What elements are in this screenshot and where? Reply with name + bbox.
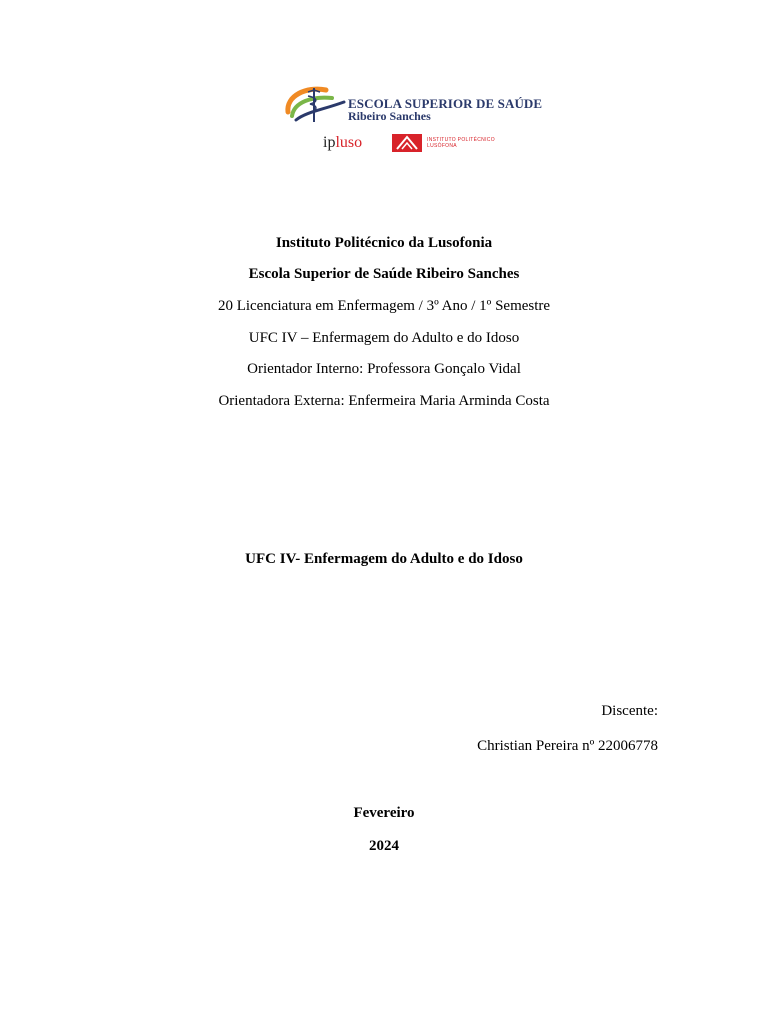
student-label: Discente:: [601, 703, 658, 719]
document-title: UFC IV- Enfermagem do Adulto e do Idoso: [245, 551, 523, 567]
school-subname: Ribeiro Sanches: [348, 109, 431, 123]
ipluso-prefix: ip: [323, 134, 336, 151]
ulusofona-line-1: INSTITUTO POLITÉCNICO: [427, 137, 495, 143]
school-name: ESCOLA SUPERIOR DE SAÚDE: [348, 96, 543, 111]
ulusofona-mark-icon: [392, 134, 422, 152]
ipluso-suffix: luso: [335, 134, 363, 151]
ipluso-logo: [323, 134, 362, 152]
student-name: Christian Pereira nº 22006778: [477, 738, 658, 754]
institute-name: Instituto Politécnico da Lusofonia: [275, 235, 493, 251]
date-month: Fevereiro: [353, 805, 415, 821]
internal-advisor: Orientador Interno: Professora Gonçalo Vidal: [247, 361, 521, 377]
school-emblem-icon: [282, 82, 346, 126]
ulusofona-line-2: LUSÓFONA: [427, 143, 457, 149]
ulusofona-text: [427, 137, 495, 149]
date-year: 2024: [369, 838, 399, 854]
course-line: 20 Licenciatura em Enfermagem / 3º Ano / 1º Semestre: [217, 298, 551, 314]
header-logos: [282, 80, 552, 160]
ulusofona-logo: [392, 134, 522, 152]
ufc-line: UFC IV – Enfermagem do Adulto e do Idoso: [248, 330, 520, 346]
school-full-name: Escola Superior de Saúde Ribeiro Sanches: [248, 266, 520, 282]
external-advisor: Orientadora Externa: Enfermeira Maria Arminda Costa: [218, 393, 550, 409]
